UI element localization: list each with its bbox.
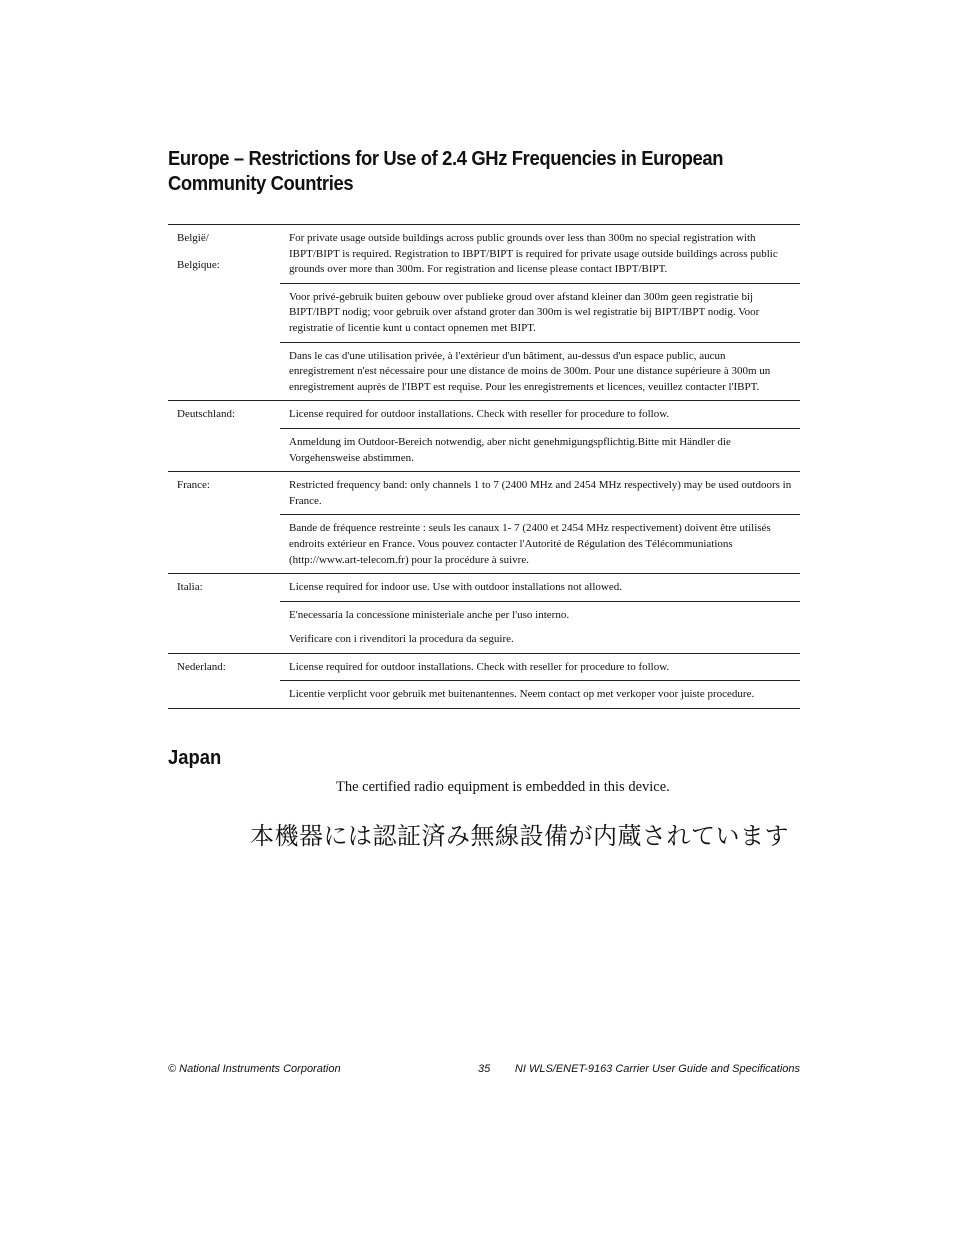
heading-line-1: Europe – Restrictions for Use of 2.4 GHz Frequencies in European	[168, 148, 724, 170]
restriction-text: Licentie verplicht voor gebruik met buitenantennes. Neem contact op met verkoper voor juiste procedure.	[289, 688, 755, 701]
japan-note: The certified radio equipment is embedded in this device.	[336, 779, 670, 795]
restriction-row	[168, 653, 800, 708]
japan-heading: Japan	[168, 747, 222, 769]
country-cell	[168, 401, 280, 471]
restriction-text: Anmeldung im Outdoor-Bereich notwendig, aber nicht genehmigungspflichtig.Bitte mit Händler die Vorgehensweise abstimmen.	[289, 435, 731, 464]
footer-copyright: © National Instruments Corporation	[168, 1063, 341, 1075]
country-cell	[168, 654, 280, 708]
restriction-text-cell	[280, 654, 800, 681]
restriction-text-cell	[280, 283, 800, 342]
restriction-text-cell	[280, 601, 800, 653]
country-label: France:	[177, 479, 210, 492]
restrictions-table	[168, 224, 800, 709]
country-label: België/	[177, 232, 209, 244]
country-cell	[168, 225, 280, 400]
footer-document-title: NI WLS/ENET-9163 Carrier User Guide and Specifications	[514, 1063, 800, 1075]
restriction-text: Dans le cas d'une utilisation privée, à l'extérieur d'un bâtiment, au-dessus d'un espace public, aucun enregistrement n'est nécessaire pour une distance de moins de 300m. Pour une distance supérieure à 300m un enregistrement auprès de l'IBPT est requise. Pour les enregistrements et licences, veuillez contacter l'IBPT.	[289, 349, 771, 393]
country-label: Nederland:	[177, 660, 226, 673]
restriction-row	[168, 573, 800, 653]
restriction-text-cell	[280, 574, 800, 601]
section-heading-europe	[168, 147, 757, 197]
restriction-text-cell	[280, 514, 800, 573]
restriction-text: E'necessaria la concessione ministeriale anche per l'uso interno.	[289, 608, 570, 621]
restriction-text: License required for indoor use. Use with outdoor installations not allowed.	[289, 581, 622, 594]
country-cell	[168, 574, 280, 653]
restriction-text: License required for outdoor installations. Check with reseller for procedure to follow.	[289, 408, 670, 421]
restriction-text: For private usage outside buildings across public grounds over less than 300m no special registration with IBPT/BIPT is required. Registration to IBPT/BIPT is required for private usage outside buildings across public grounds over more than 300m. For registration and license please contact IBPT/BIPT.	[289, 232, 778, 276]
restriction-text-cell	[280, 680, 800, 708]
restriction-row	[168, 400, 800, 471]
restriction-text: License required for outdoor installations. Check with reseller for procedure to follow.	[289, 660, 670, 673]
page-footer	[168, 1063, 800, 1077]
heading-line-2: Community Countries	[168, 173, 354, 195]
restriction-text-cell	[280, 342, 800, 401]
country-label: Deutschland:	[177, 408, 236, 421]
restriction-text-cell	[280, 428, 800, 471]
restriction-text-cell	[280, 401, 800, 428]
japan-japanese-statement: 本機器には認証済み無線設備が内蔵されています	[250, 822, 789, 850]
restriction-row	[168, 471, 800, 573]
restriction-text: Restricted frequency band: only channels 1 to 7 (2400 MHz and 2454 MHz respectively) may be used outdoors in France.	[289, 479, 792, 507]
restriction-text: Bande de fréquence restreinte : seuls les canaux 1- 7 (2400 et 2454 MHz respectivement) doivent être utilisés endroits extérieur en France. Vous pouvez contacter l'Autorité de Régulation des Télécommuniations (http://www.art-telecom.fr) pour la procédure à suivre.	[289, 522, 771, 566]
country-cell	[168, 472, 280, 573]
restriction-row	[168, 225, 800, 400]
restriction-text-cell	[280, 225, 800, 283]
restriction-text-cell	[280, 472, 800, 514]
restriction-text: Verificare con i rivenditori la procedura da seguire.	[289, 633, 514, 646]
restriction-text: Voor privé-gebruik buiten gebouw over publieke groud over afstand kleiner dan 300m geen registratie bij BIPT/IBPT nodig; voor gebruik over afstand groter dan 300m is wel registratie bij BIPT/IBPT nodig. Voor registratie of licentie kunt u contact opnemen met BIPT.	[289, 290, 760, 334]
footer-page-number: 35	[478, 1063, 491, 1075]
country-label: Belgique:	[177, 259, 220, 271]
country-label: Italia:	[177, 581, 203, 594]
